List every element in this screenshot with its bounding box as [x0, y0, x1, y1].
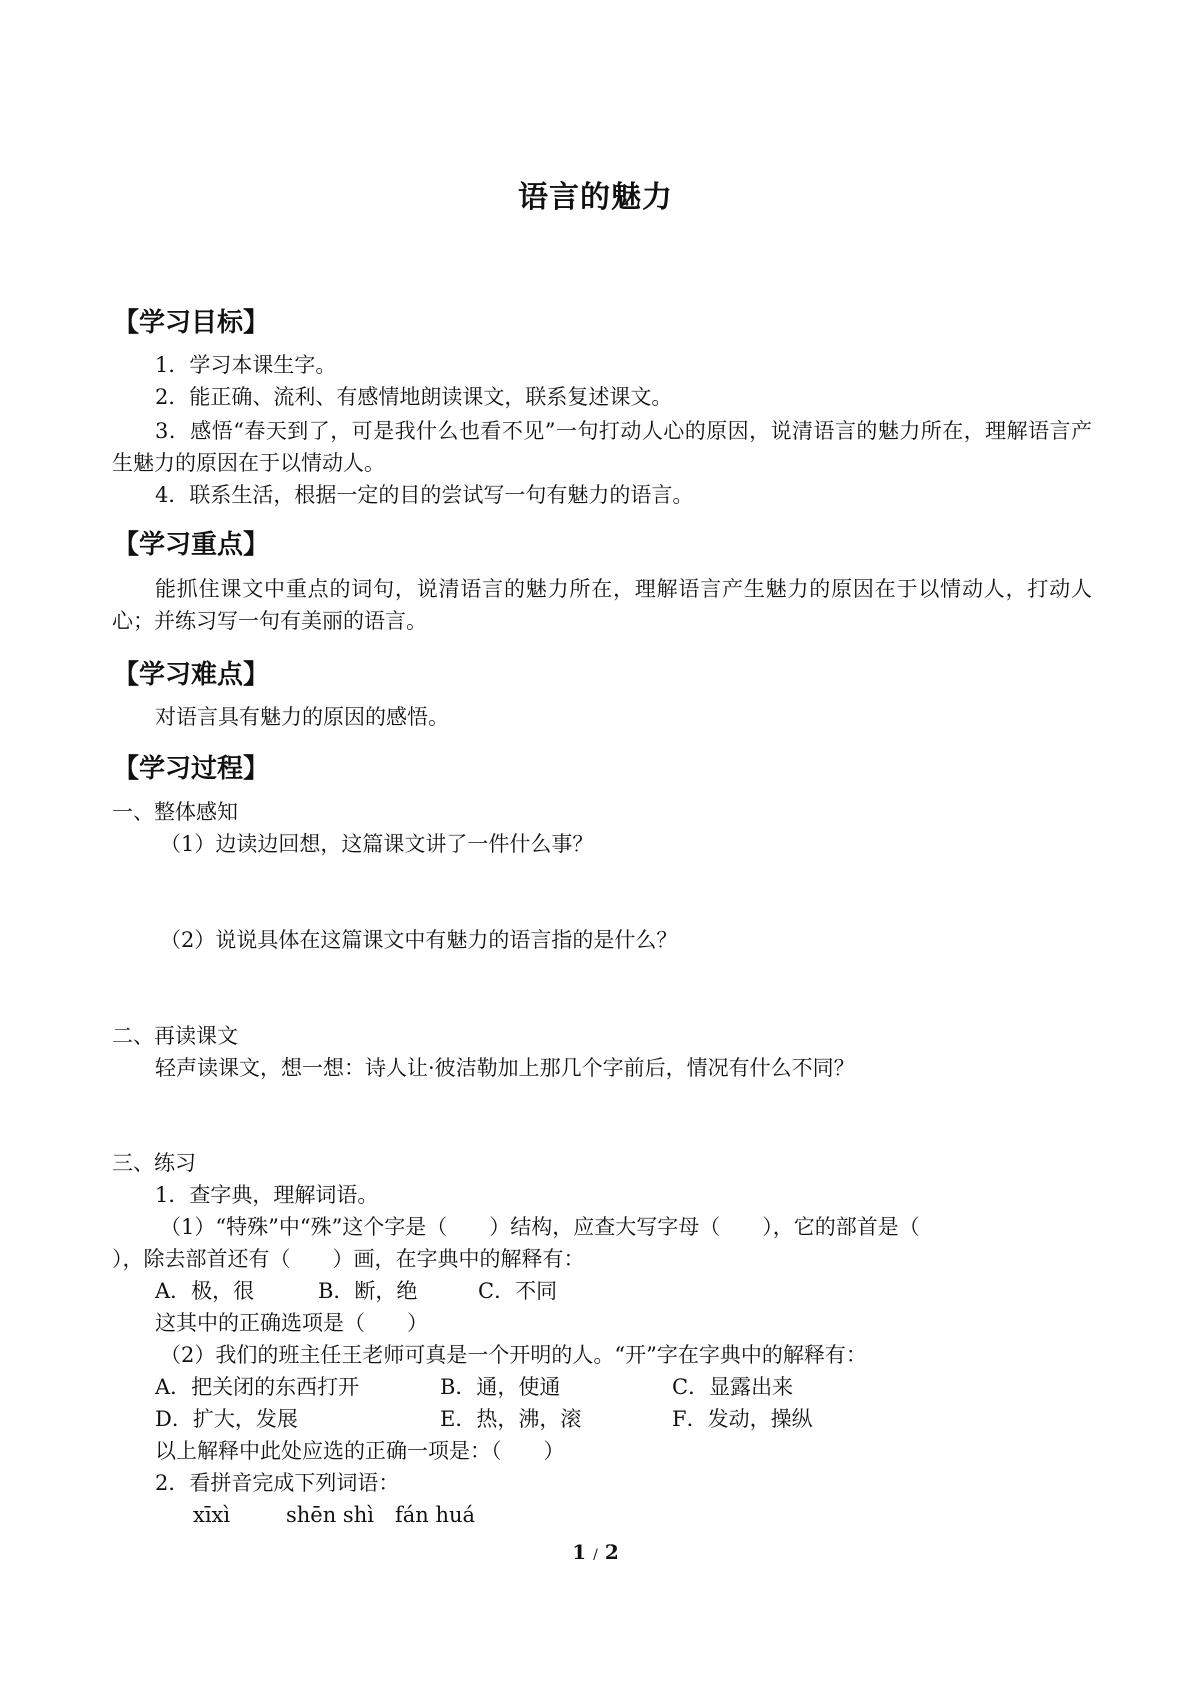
goals-heading: 【学习目标】	[113, 308, 270, 338]
part1-title: 一、整体感知	[112, 800, 238, 824]
q2-option-b: B．通，使通	[440, 1375, 561, 1399]
part3-title: 三、练习	[112, 1151, 196, 1175]
q1-option-a: A．极，很	[155, 1279, 255, 1303]
q2-option-e: E．热，沸，滚	[440, 1407, 582, 1431]
focus-text: 能抓住课文中重点的词句，说清语言的魅力所在，理解语言产生魅力的原因在于以情动人，打动人心；并练习写一句有美丽的语言。	[112, 577, 1092, 633]
page-current: 1	[572, 1540, 587, 1564]
exercise-1-q1-answer: 这其中的正确选项是（ ）	[155, 1311, 428, 1335]
exercise-1-q2-line1: （2）我们的班主任王老师可真是一个开明的人。“开”字在字典中的解释有：	[160, 1343, 867, 1367]
pinyin-3: fán huá	[395, 1503, 476, 1527]
goal-item-2: 2．能正确、流利、有感情地朗读课文，联系复述课文。	[155, 385, 673, 409]
q1-option-b: B．断，绝	[318, 1279, 418, 1303]
page-title: 语言的魅力	[518, 180, 673, 215]
q2-option-a: A．把关闭的东西打开	[155, 1375, 360, 1399]
q2-option-c: C．显露出来	[672, 1375, 794, 1399]
part2-title: 二、再读课文	[112, 1024, 238, 1048]
goal-item-1: 1．学习本课生字。	[155, 353, 337, 377]
exercise-1-title: 1．查字典，理解词语。	[155, 1183, 379, 1207]
q2-option-d: D．扩大，发展	[155, 1407, 298, 1431]
part1-question-2: （2）说说具体在这篇课文中有魅力的语言指的是什么？	[160, 928, 678, 952]
page-total: 2	[604, 1540, 619, 1564]
exercise-1-q2-answer: 以上解释中此处应选的正确一项是：（ ）	[155, 1439, 565, 1463]
focus-heading: 【学习重点】	[113, 530, 270, 560]
goal-item-3: 3．感悟“春天到了，可是我什么也看不见”一句打动人心的原因，说清语言的魅力所在，理解语言产生魅力的原因在于以情动人。	[112, 419, 1092, 475]
page-number	[0, 1540, 1191, 1564]
part2-text: 轻声读课文，想一想：诗人让·彼洁勒加上那几个字前后，情况有什么不同？	[155, 1056, 855, 1080]
goal-item-4: 4．联系生活，根据一定的目的尝试写一句有魅力的语言。	[155, 483, 694, 507]
q2-option-f: F．发动，操纵	[672, 1407, 813, 1431]
difficulty-heading: 【学习难点】	[113, 660, 270, 690]
exercise-1-q1-line2: ），除去部首还有（ ）画，在字典中的解释有：	[112, 1247, 585, 1271]
page-separator: /	[593, 1547, 598, 1563]
pinyin-1: xīxì	[193, 1503, 231, 1527]
exercise-2-title: 2．看拼音完成下列词语：	[155, 1471, 400, 1495]
q1-option-c: C．不同	[478, 1279, 558, 1303]
exercise-1-q1-line1: （1）“特殊”中“殊”这个字是（ ）结构，应查大写字母（ ），它的部首是（	[160, 1215, 920, 1239]
process-heading: 【学习过程】	[113, 754, 270, 784]
part1-question-1: （1）边读边回想，这篇课文讲了一件什么事？	[160, 832, 594, 856]
difficulty-text: 对语言具有魅力的原因的感悟。	[155, 705, 449, 729]
pinyin-2: shēn shì	[286, 1503, 374, 1527]
